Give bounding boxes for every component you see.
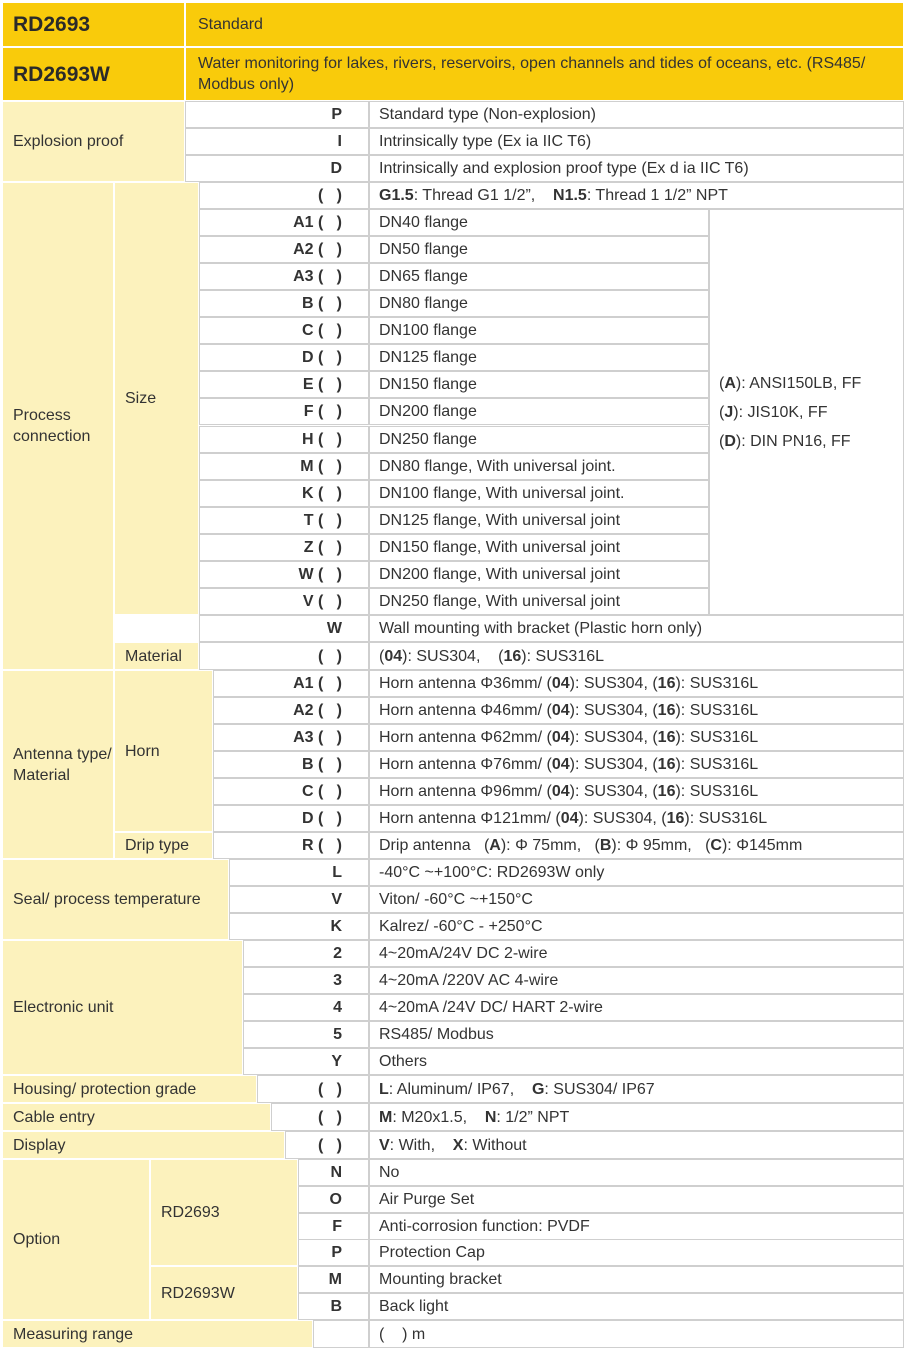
flange-desc: DN65 flange	[369, 263, 709, 290]
flange-code: E ( )	[199, 371, 369, 398]
material-code: ( )	[199, 642, 369, 670]
thread-g-text: : Thread G1 1/2”,	[413, 187, 536, 204]
flange-desc: DN125 flange	[369, 344, 709, 371]
electronic-desc: 4~20mA /220V AC 4-wire	[369, 967, 904, 994]
option-desc: Protection Cap	[369, 1239, 904, 1266]
flange-code: A2 ( )	[199, 236, 369, 263]
option-code: P	[298, 1239, 369, 1266]
thread-g-code: G1.5	[379, 187, 414, 204]
flange-standard-item: (A): ANSI150LB, FF	[719, 374, 862, 392]
seal-code: K	[229, 913, 369, 940]
option-code: M	[298, 1266, 369, 1293]
flange-desc: DN50 flange	[369, 236, 709, 263]
drip-type-label: Drip type	[114, 832, 213, 859]
electronic-desc: 4~20mA /24V DC/ HART 2-wire	[369, 994, 904, 1021]
model-rd2693: RD2693	[2, 2, 185, 47]
horn-code: D ( )	[213, 805, 369, 832]
electronic-desc: 4~20mA/24V DC 2-wire	[369, 940, 904, 967]
horn-desc: Horn antenna Φ121mm/ ( 04 ): SUS304, ( 16 ): SUS316L	[369, 805, 904, 832]
electronic-code: 2	[243, 940, 369, 967]
size-label: Size	[114, 182, 199, 615]
electronic-desc: Others	[369, 1048, 904, 1075]
option-code: N	[298, 1159, 369, 1186]
model-rd2693w: RD2693W	[2, 47, 185, 101]
cable-entry-desc: M : M20x1.5, N : 1/2” NPT	[369, 1103, 904, 1131]
flange-code: B ( )	[199, 290, 369, 317]
thread-n-code: N1.5	[553, 187, 587, 204]
flange-standard-cell	[709, 209, 904, 615]
flange-code: F ( )	[199, 398, 369, 425]
flange-desc: DN200 flange	[369, 398, 709, 425]
measuring-range-code	[313, 1320, 369, 1348]
flange-desc: DN80 flange	[369, 290, 709, 317]
electronic-unit-label: Electronic unit	[2, 940, 243, 1075]
explosion-desc: Intrinsically type (Ex ia IIC T6)	[369, 128, 904, 155]
antenna-label: Antenna type/ Material	[2, 670, 114, 859]
option-desc: No	[369, 1159, 904, 1186]
measuring-range-desc: ( ) m	[369, 1320, 904, 1348]
electronic-desc: RS485/ Modbus	[369, 1021, 904, 1048]
wall-mount-desc: Wall mounting with bracket (Plastic horn only)	[369, 615, 904, 642]
horn-code: B ( )	[213, 751, 369, 778]
flange-desc: DN100 flange	[369, 317, 709, 344]
horn-desc: Horn antenna Φ46mm/ ( 04 ): SUS304, ( 16 ): SUS316L	[369, 697, 904, 724]
flange-standard-item: (D): DIN PN16, FF	[719, 432, 851, 450]
flange-desc: DN40 flange	[369, 209, 709, 236]
flange-desc: DN250 flange	[369, 426, 709, 453]
wall-mount-code: W	[199, 615, 369, 642]
display-desc: V : With, X : Without	[369, 1131, 904, 1159]
process-connection-label: Process connection	[2, 182, 114, 670]
horn-label: Horn	[114, 670, 213, 832]
explosion-desc: Standard type (Non-explosion)	[369, 101, 904, 128]
flange-code: C ( )	[199, 317, 369, 344]
measuring-range-label: Measuring range	[2, 1320, 313, 1348]
horn-code: A2 ( )	[213, 697, 369, 724]
option-desc: Mounting bracket	[369, 1266, 904, 1293]
option-desc: Back light	[369, 1293, 904, 1320]
horn-code: A3 ( )	[213, 724, 369, 751]
electronic-code: Y	[243, 1048, 369, 1075]
flange-standard-item: (J): JIS10K, FF	[719, 403, 828, 421]
horn-desc: Horn antenna Φ36mm/ ( 04 ): SUS304, ( 16 ): SUS316L	[369, 670, 904, 697]
material-desc: ( 04 ) : SUS304, ( 16 ) : SUS316L	[369, 642, 904, 670]
flange-desc: DN80 flange, With universal joint.	[369, 453, 709, 480]
flange-desc: DN200 flange, With universal joint	[369, 561, 709, 588]
housing-label: Housing/ protection grade	[2, 1075, 257, 1103]
explosion-code: I	[185, 128, 369, 155]
explosion-desc: Intrinsically and explosion proof type (Ex d ia IIC T6)	[369, 155, 904, 182]
seal-desc: -40°C ~+100°C: RD2693W only	[369, 859, 904, 886]
thread-desc	[369, 182, 904, 209]
drip-code: R ( )	[213, 832, 369, 859]
thread-n-text: : Thread 1 1/2” NPT	[586, 187, 728, 204]
flange-code: V ( )	[199, 588, 369, 615]
horn-code: C ( )	[213, 778, 369, 805]
explosion-proof-label: Explosion proof	[2, 101, 185, 182]
flange-desc: DN250 flange, With universal joint	[369, 588, 709, 615]
flange-code: K ( )	[199, 480, 369, 507]
seal-desc: Kalrez/ -60°C - +250°C	[369, 913, 904, 940]
explosion-code: P	[185, 101, 369, 128]
flange-code: A3 ( )	[199, 263, 369, 290]
flange-code: M ( )	[199, 453, 369, 480]
material-label: Material	[114, 642, 199, 670]
horn-desc: Horn antenna Φ96mm/ ( 04 ): SUS304, ( 16 ): SUS316L	[369, 778, 904, 805]
model-rd2693-desc: Standard	[185, 2, 904, 47]
electronic-code: 5	[243, 1021, 369, 1048]
flange-code: Z ( )	[199, 534, 369, 561]
electronic-code: 3	[243, 967, 369, 994]
flange-desc: DN150 flange, With universal joint	[369, 534, 709, 561]
electronic-code: 4	[243, 994, 369, 1021]
flange-code: A1 ( )	[199, 209, 369, 236]
flange-code: H ( )	[199, 426, 369, 453]
flange-desc: DN125 flange, With universal joint	[369, 507, 709, 534]
flange-code: T ( )	[199, 507, 369, 534]
display-label: Display	[2, 1131, 285, 1159]
option-label: Option	[2, 1159, 150, 1320]
option-desc: Air Purge Set	[369, 1186, 904, 1213]
housing-code: ( )	[257, 1075, 369, 1103]
seal-code: V	[229, 886, 369, 913]
horn-desc: Horn antenna Φ76mm/ ( 04 ): SUS304, ( 16 ): SUS316L	[369, 751, 904, 778]
option-code: O	[298, 1186, 369, 1213]
option-code: B	[298, 1293, 369, 1320]
option-rd2693-label: RD2693	[150, 1159, 298, 1266]
option-desc: Anti-corrosion function: PVDF	[369, 1213, 904, 1240]
horn-desc: Horn antenna Φ62mm/ ( 04 ): SUS304, ( 16 ): SUS316L	[369, 724, 904, 751]
seal-desc: Viton/ -60°C ~+150°C	[369, 886, 904, 913]
seal-code: L	[229, 859, 369, 886]
cable-entry-label: Cable entry	[2, 1103, 271, 1131]
thread-code: ( )	[199, 182, 369, 209]
seal-temperature-label: Seal/ process temperature	[2, 859, 229, 940]
display-code: ( )	[285, 1131, 369, 1159]
cable-entry-code: ( )	[271, 1103, 369, 1131]
explosion-code: D	[185, 155, 369, 182]
housing-desc: L : Aluminum/ IP67, G : SUS304/ IP67	[369, 1075, 904, 1103]
option-code: F	[298, 1213, 369, 1240]
horn-code: A1 ( )	[213, 670, 369, 697]
flange-code: W ( )	[199, 561, 369, 588]
flange-code: D ( )	[199, 344, 369, 371]
option-rd2693w-label: RD2693W	[150, 1266, 298, 1320]
flange-desc: DN100 flange, With universal joint.	[369, 480, 709, 507]
drip-desc: Drip antenna ( A ): Φ 75mm, ( B ): Φ 95mm, ( C ): Φ145mm	[369, 832, 904, 859]
model-rd2693w-desc: Water monitoring for lakes, rivers, reservoirs, open channels and tides of oceans, etc. (RS485/ Modbus only)	[185, 47, 904, 101]
flange-desc: DN150 flange	[369, 371, 709, 398]
